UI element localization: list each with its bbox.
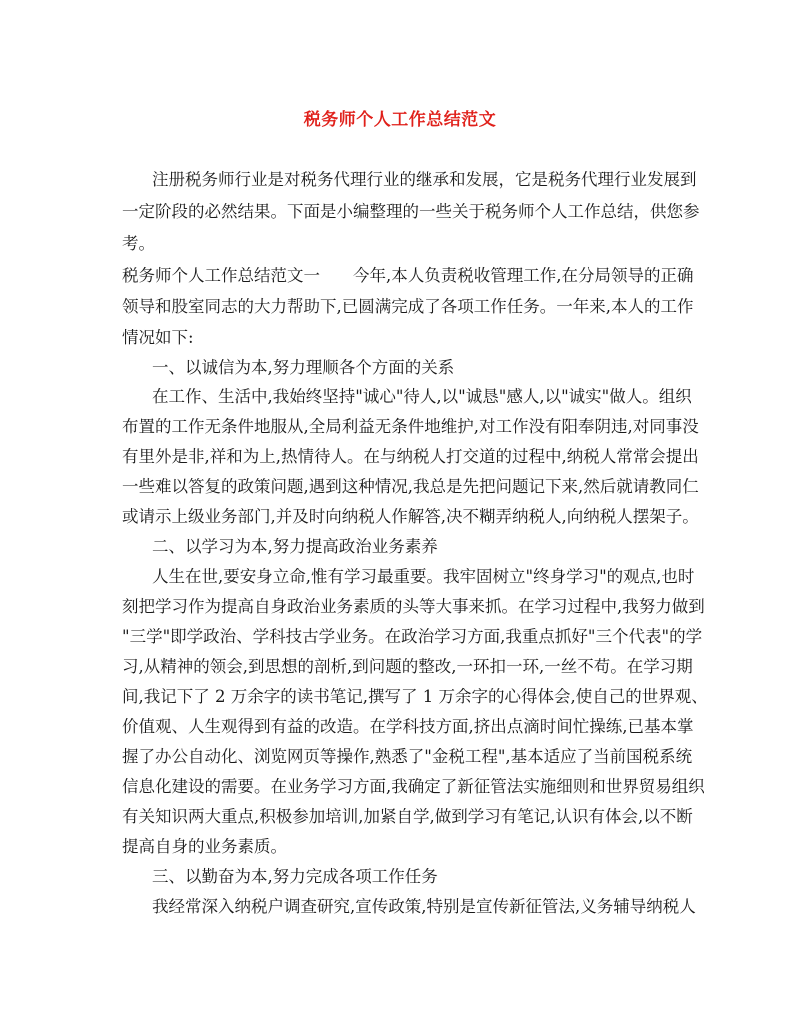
- paragraph-line: 考。: [122, 234, 155, 253]
- paragraph-line: "三学"即学政治、学科技古学业务。在政治学习方面,我重点抓好"三个代表"的学: [122, 627, 703, 646]
- section-heading: 三、以勤奋为本,努力完成各项工作任务: [152, 867, 438, 886]
- paragraph-line: 提高自身的业务素质。: [122, 837, 287, 856]
- paragraph-line: 一些难以答复的政策问题,遇到这种情况,我总是先把问题记下来,然后就请教同仁: [122, 477, 699, 496]
- section-heading: 二、以学习为本,努力提高政治业务素养: [152, 537, 438, 556]
- paragraph-line: 一定阶段的必然结果。下面是小编整理的一些关于税务师个人工作总结，供您参: [122, 202, 700, 221]
- paragraph-line: 领导和股室同志的大力帮助下,已圆满完成了各项工作任务。一年来,本人的工作: [122, 297, 694, 316]
- paragraph-line: 情况如下:: [122, 328, 194, 347]
- paragraph-line: 信息化建设的需要。在业务学习方面,我确定了新征管法实施细则和世界贸易组织: [122, 777, 705, 796]
- paragraph-line: 间,我记下了 2 万余字的读书笔记,撰写了 1 万余字的心得体会,使自己的世界观、: [122, 687, 708, 706]
- paragraph-line: 握了办公自动化、浏览网页等操作,熟悉了"金税工程",基本适应了当前国税系统: [122, 747, 693, 766]
- paragraph-line: 在工作、生活中,我始终坚持"诚心"待人,以"诚恳"感人,以"诚实"做人。组织: [152, 387, 692, 406]
- paragraph-line: 习,从精神的领会,到思想的剖析,到问题的整改,一环扣一环,一丝不苟。在学习期: [122, 657, 693, 676]
- paragraph-line: 刻把学习作为提高自身政治业务素质的头等大事来抓。在学习过程中,我努力做到: [122, 597, 705, 616]
- paragraph-line: 注册税务师行业是对税务代理行业的继承和发展，它是税务代理行业发展到: [152, 170, 697, 189]
- paragraph-line: 我经常深入纳税户调查研究,宣传政策,特别是宣传新征管法,义务辅导纳税人: [152, 897, 696, 916]
- paragraph-line: 布置的工作无条件地服从,全局利益无条件地维护,对工作没有阳奉阴违,对同事没: [122, 417, 699, 436]
- paragraph-line: 税务师个人工作总结范文一 今年,本人负责税收管理工作,在分局领导的正确: [122, 266, 694, 285]
- paragraph-line: 有里外是非,祥和为上,热情待人。在与纳税人打交道的过程中,纳税人常常会提出: [122, 447, 699, 466]
- document-title: 税务师个人工作总结范文: [303, 110, 497, 130]
- paragraph-line: 有关知识两大重点,积极参加培训,加紧自学,做到学习有笔记,认识有体会,以不断: [122, 807, 693, 826]
- paragraph-line: 人生在世,要安身立命,惟有学习最重要。我牢固树立"终身学习"的观点,也时: [152, 567, 695, 586]
- section-heading: 一、以诚信为本,努力理顺各个方面的关系: [152, 358, 455, 377]
- paragraph-line: 价值观、人生观得到有益的改造。在学科技方面,挤出点滴时间忙操练,已基本掌: [122, 717, 694, 736]
- paragraph-line: 或请示上级业务部门,并及时向纳税人作解答,决不糊弄纳税人,向纳税人摆架子。: [122, 507, 699, 526]
